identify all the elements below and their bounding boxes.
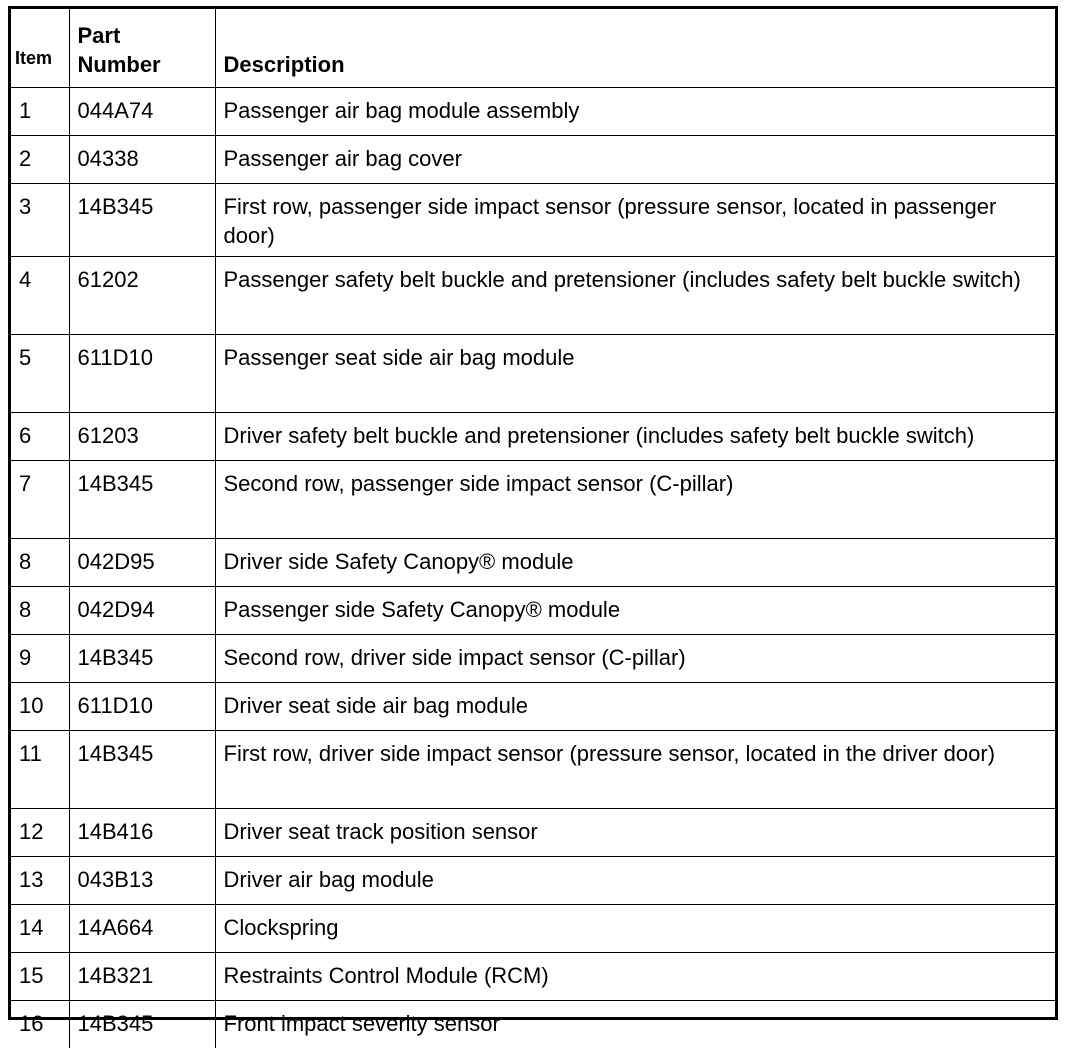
table-row	[11, 256, 1055, 334]
table-row	[11, 634, 1055, 682]
table-row	[11, 808, 1055, 856]
cell-description: Passenger side Safety Canopy® module	[215, 586, 1055, 634]
cell-item: 15	[11, 952, 69, 1000]
cell-item: 12	[11, 808, 69, 856]
table-row	[11, 334, 1055, 412]
table-row	[11, 183, 1055, 256]
cell-description: Passenger air bag cover	[215, 135, 1055, 183]
cell-item: 1	[11, 87, 69, 135]
cell-item: 4	[11, 256, 69, 334]
cell-part-number: 042D94	[69, 586, 215, 634]
header-part-line2: Number	[77, 51, 161, 77]
table-row	[11, 586, 1055, 634]
table-row	[11, 952, 1055, 1000]
cell-item: 16	[11, 1000, 69, 1048]
cell-description: Driver side Safety Canopy® module	[215, 538, 1055, 586]
cell-description: Passenger safety belt buckle and pretensioner (includes safety belt buckle switch)	[215, 256, 1055, 334]
cell-part-number: 611D10	[69, 682, 215, 730]
cell-description: Second row, passenger side impact sensor (C-pillar)	[215, 460, 1055, 538]
cell-description: Driver safety belt buckle and pretensioner (includes safety belt buckle switch)	[215, 412, 1055, 460]
cell-item: 13	[11, 856, 69, 904]
cell-item: 9	[11, 634, 69, 682]
cell-item: 6	[11, 412, 69, 460]
cell-item: 5	[11, 334, 69, 412]
cell-description: Driver seat side air bag module	[215, 682, 1055, 730]
cell-item: 10	[11, 682, 69, 730]
cell-part-number: 14B345	[69, 730, 215, 808]
cell-part-number: 14B416	[69, 808, 215, 856]
cell-part-number: 61202	[69, 256, 215, 334]
table-row	[11, 412, 1055, 460]
table-row	[11, 460, 1055, 538]
table-row	[11, 538, 1055, 586]
cell-description: Passenger air bag module assembly	[215, 87, 1055, 135]
header-description: Description	[215, 9, 1055, 87]
table-row	[11, 682, 1055, 730]
header-part-number	[69, 9, 215, 87]
cell-item: 2	[11, 135, 69, 183]
cell-part-number: 043B13	[69, 856, 215, 904]
cell-part-number: 14B321	[69, 952, 215, 1000]
cell-part-number: 04338	[69, 135, 215, 183]
cell-part-number: 14B345	[69, 634, 215, 682]
cell-part-number: 611D10	[69, 334, 215, 412]
cell-part-number: 044A74	[69, 87, 215, 135]
cell-part-number: 61203	[69, 412, 215, 460]
table-row	[11, 87, 1055, 135]
table-row	[11, 135, 1055, 183]
cell-item: 3	[11, 183, 69, 256]
cell-description: First row, passenger side impact sensor (pressure sensor, located in passenger door)	[215, 183, 1055, 256]
table-row	[11, 1000, 1055, 1048]
parts-table	[11, 9, 1055, 1048]
cell-item: 14	[11, 904, 69, 952]
cell-part-number: 14B345	[69, 183, 215, 256]
table-row	[11, 730, 1055, 808]
cell-part-number: 14B345	[69, 460, 215, 538]
cell-part-number: 14B345	[69, 1000, 215, 1048]
cell-description: Driver air bag module	[215, 856, 1055, 904]
cell-item: 8	[11, 538, 69, 586]
cell-item: 11	[11, 730, 69, 808]
header-item: Item	[11, 9, 69, 87]
cell-part-number: 14A664	[69, 904, 215, 952]
table-row	[11, 856, 1055, 904]
table-row	[11, 904, 1055, 952]
cell-part-number: 042D95	[69, 538, 215, 586]
cell-description: Second row, driver side impact sensor (C-pillar)	[215, 634, 1055, 682]
cell-item: 7	[11, 460, 69, 538]
cell-description: Driver seat track position sensor	[215, 808, 1055, 856]
cell-description: Restraints Control Module (RCM)	[215, 952, 1055, 1000]
table-body	[11, 87, 1055, 1048]
cell-description: Passenger seat side air bag module	[215, 334, 1055, 412]
cell-description: Clockspring	[215, 904, 1055, 952]
header-row	[11, 9, 1055, 87]
cell-item: 8	[11, 586, 69, 634]
header-part-line1: Part	[77, 22, 121, 48]
parts-table-frame	[8, 6, 1058, 1036]
cell-description: First row, driver side impact sensor (pressure sensor, located in the driver door)	[215, 730, 1055, 808]
cell-description: Front impact severity sensor	[215, 1000, 1055, 1048]
table-header	[11, 9, 1055, 87]
